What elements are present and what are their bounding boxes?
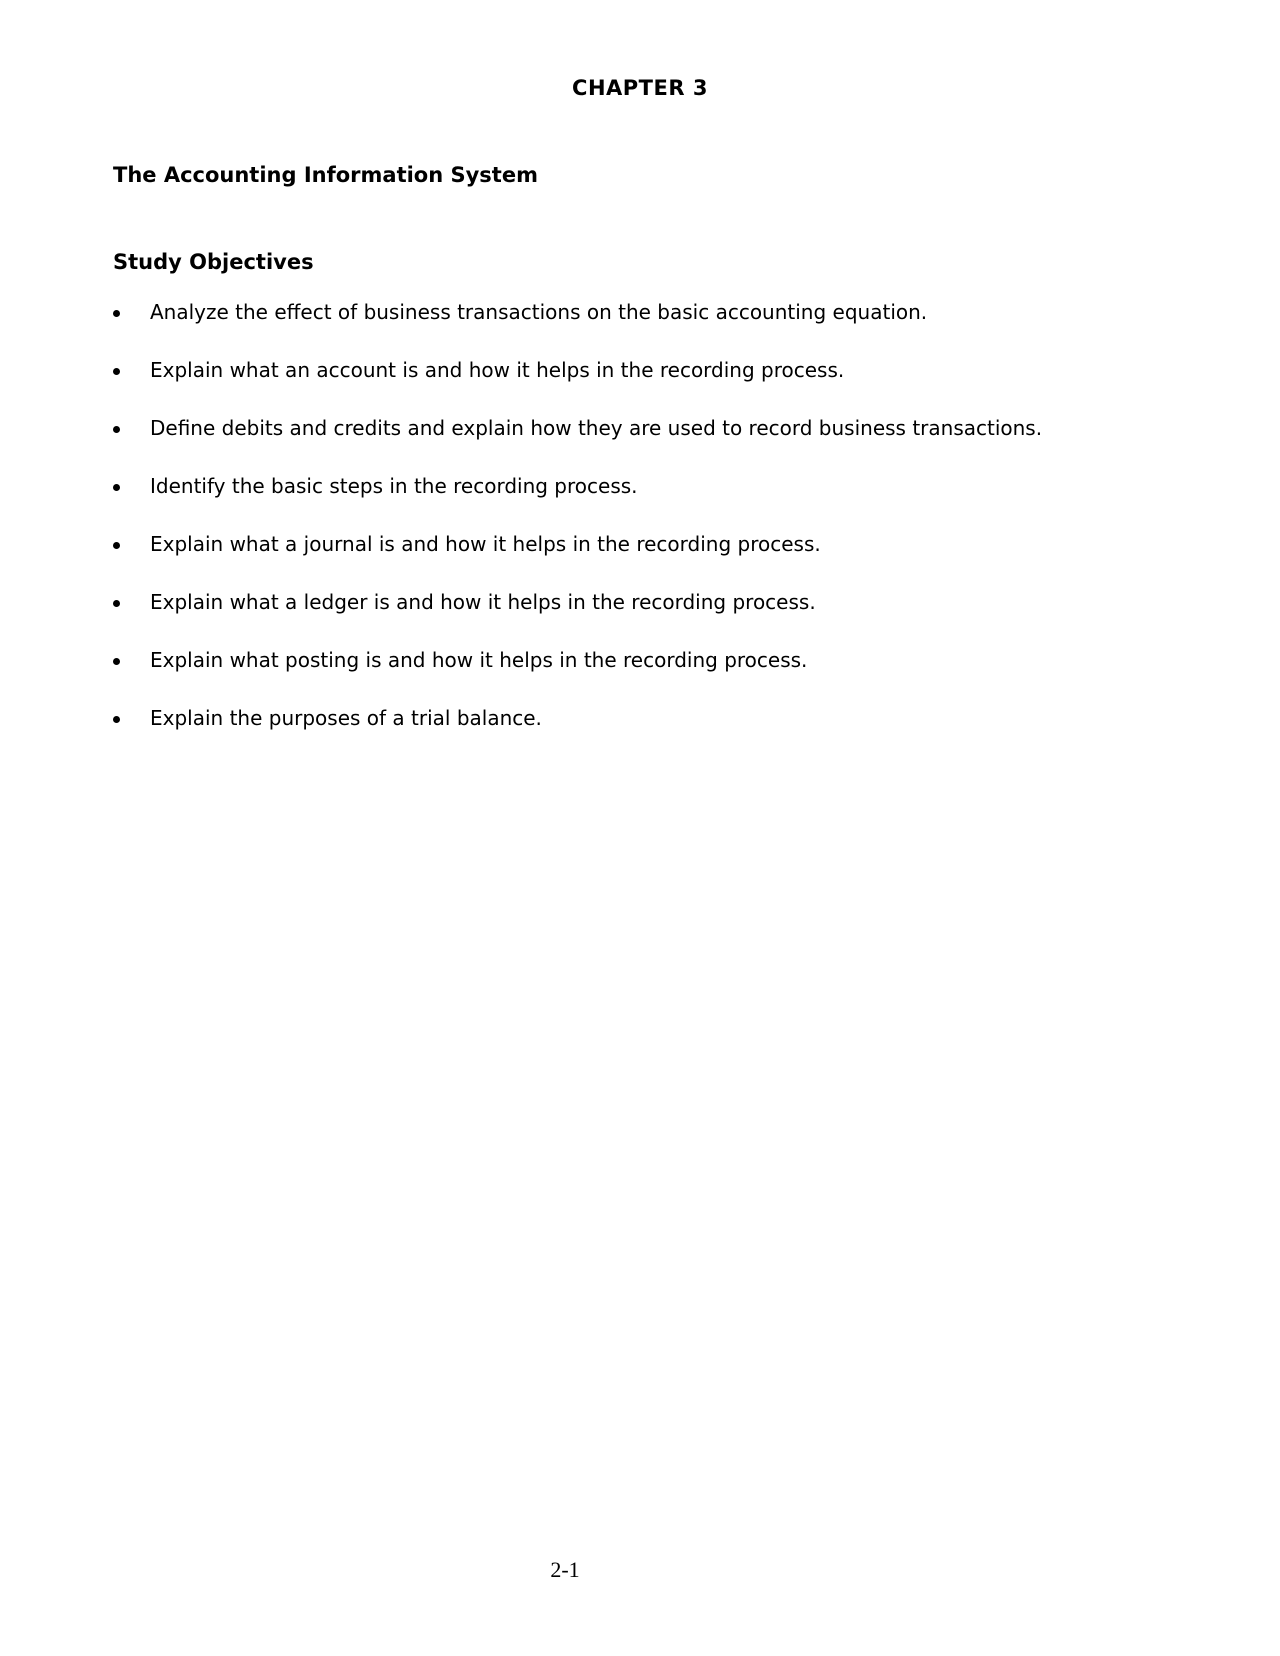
bullet-icon bbox=[113, 658, 120, 665]
objective-text: Define debits and credits and explain how they are used to record business transactions. bbox=[150, 416, 1043, 440]
bullet-icon bbox=[113, 542, 120, 549]
objective-text: Explain what a ledger is and how it helps in the recording process. bbox=[150, 590, 816, 614]
objective-text: Explain what an account is and how it helps in the recording process. bbox=[150, 358, 845, 382]
objective-text: Explain the purposes of a trial balance. bbox=[150, 706, 542, 730]
bullet-icon bbox=[113, 600, 120, 607]
bullet-icon bbox=[113, 426, 120, 433]
objectives-heading: Study Objectives bbox=[113, 250, 314, 274]
objective-text: Explain what a journal is and how it helps in the recording process. bbox=[150, 532, 821, 556]
bullet-icon bbox=[113, 716, 120, 723]
objective-text: Analyze the effect of business transactions on the basic accounting equation. bbox=[150, 300, 928, 324]
objective-text: Explain what posting is and how it helps in the recording process. bbox=[150, 648, 808, 672]
bullet-icon bbox=[113, 368, 120, 375]
objective-text: Identify the basic steps in the recording process. bbox=[150, 474, 638, 498]
bullet-icon bbox=[113, 310, 120, 317]
bullet-icon bbox=[113, 484, 120, 491]
page-number: 2-1 bbox=[550, 1557, 580, 1582]
chapter-heading: CHAPTER 3 bbox=[572, 76, 708, 100]
section-title: The Accounting Information System bbox=[113, 163, 538, 187]
